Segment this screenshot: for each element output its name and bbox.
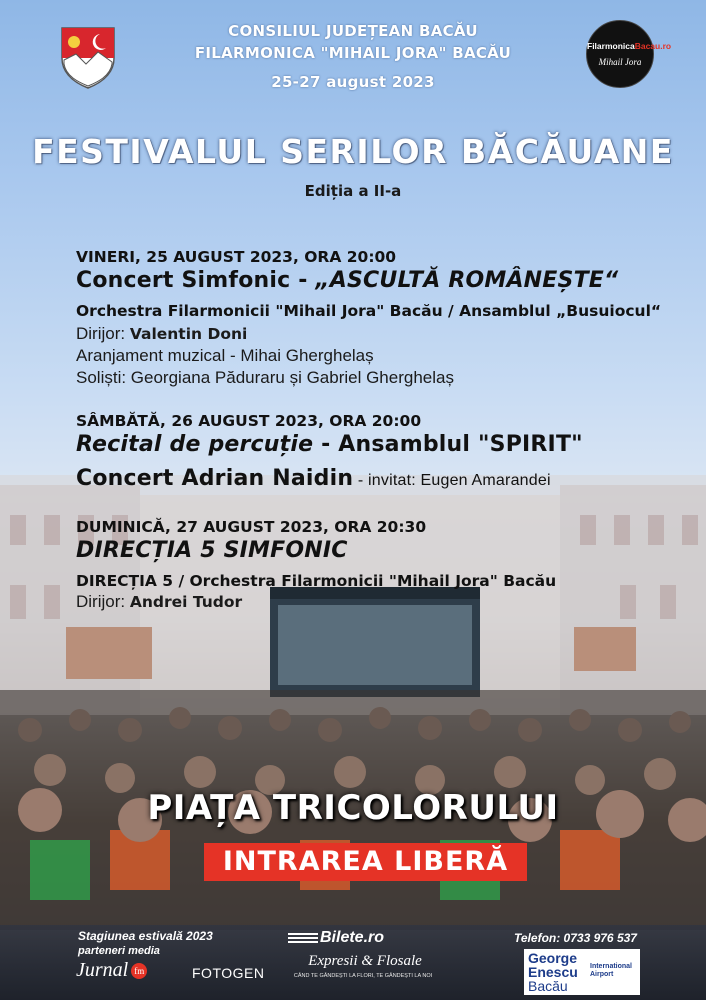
sunday-conductor xyxy=(76,592,242,612)
airport-bacau: Bacău xyxy=(528,978,568,994)
phone-text: Telefon: 0733 976 537 xyxy=(514,931,637,945)
saturday-concert-name: Concert Adrian Naidin xyxy=(76,466,354,491)
free-entry-text: INTRAREA LIBERĂ xyxy=(222,846,509,877)
bilete-logo xyxy=(288,929,428,947)
edition: Ediția a II-a xyxy=(304,182,402,200)
airport-george: George xyxy=(528,950,578,966)
airport-airport: Airport xyxy=(590,971,614,978)
saturday-recital-b: - Ansamblul "SPIRIT" xyxy=(313,432,583,457)
friday-title-b: „ASCULTĂ ROMÂNEȘTE“ xyxy=(315,268,619,293)
friday-soloists: Soliști: Georgiana Păduraru și Gabriel Gherghelaș xyxy=(76,368,454,387)
organizer-line-2: FILARMONICA "MIHAIL JORA" BACĂU xyxy=(194,44,512,62)
organizer-line-1: CONSILIUL JUDEȚEAN BACĂU xyxy=(228,22,478,40)
airport-logo xyxy=(524,949,640,995)
jurnal-logo xyxy=(76,959,147,982)
logo-filarmonica: Filarmonica xyxy=(587,41,635,51)
sunday-title: DIRECȚIA 5 SIMFONIC xyxy=(76,538,348,563)
bilete-text: Bilete.ro xyxy=(320,929,385,946)
airport-international: International xyxy=(590,963,633,970)
season-text: Stagiunea estivală 2023 xyxy=(78,929,213,943)
saturday-date: SÂMBĂTĂ, 26 AUGUST 2023, ORA 20:00 xyxy=(76,412,422,430)
logo-mihail-jora: Mihail Jora xyxy=(598,57,642,67)
friday-title-a: Concert Simfonic - xyxy=(76,268,316,293)
saturday-recital-a: Recital de percuție xyxy=(76,432,314,457)
jurnal-text: Jurnal xyxy=(76,959,129,981)
fotogen-logo: FOTOGEN xyxy=(192,965,265,981)
friday-orchestra: Orchestra Filarmonicii "Mihail Jora" Bacău / Ansamblul „Busuiocul“ xyxy=(76,302,662,320)
jurnal-fm: fm xyxy=(131,963,147,979)
friday-conductor xyxy=(76,324,247,344)
expresii-logo: Expresii & Flosale xyxy=(308,953,422,969)
free-entry-banner xyxy=(204,843,527,881)
sunday-date: DUMINICĂ, 27 AUGUST 2023, ORA 20:30 xyxy=(76,518,427,536)
friday-arrangement: Aranjament muzical - Mihai Gherghelaș xyxy=(76,346,374,365)
expresii-slogan: CÂND TE GÂNDEȘTI LA FLORI, TE GÂNDEȘTI LA NOI xyxy=(293,973,433,979)
saturday-recital xyxy=(76,432,583,457)
sunday-conductor-label: Dirijor: xyxy=(76,592,130,611)
logo-bacau: Bacau.ro xyxy=(634,41,672,51)
venue-title: PIAȚA TRICOLORULUI xyxy=(147,788,559,828)
festival-title: FESTIVALUL SERILOR BĂCĂUANE xyxy=(32,132,674,171)
sunday-conductor-name: Andrei Tudor xyxy=(129,593,243,611)
media-partners-label: parteneri media xyxy=(78,945,160,957)
saturday-guest: - invitat: Eugen Amarandei xyxy=(353,472,551,489)
bilete-icon xyxy=(288,933,318,943)
friday-date: VINERI, 25 AUGUST 2023, ORA 20:00 xyxy=(76,248,397,266)
airport-enescu: Enescu xyxy=(528,964,578,980)
saturday-concert xyxy=(76,466,551,491)
friday-conductor-label: Dirijor: xyxy=(76,324,130,343)
festival-dates: 25-27 august 2023 xyxy=(271,73,435,91)
friday-conductor-name: Valentin Doni xyxy=(129,325,248,343)
footer xyxy=(0,925,706,1000)
sunday-orchestra: DIRECȚIA 5 / Orchestra Filarmonicii "Mihail Jora" Bacău xyxy=(76,572,557,590)
friday-title xyxy=(76,268,618,293)
